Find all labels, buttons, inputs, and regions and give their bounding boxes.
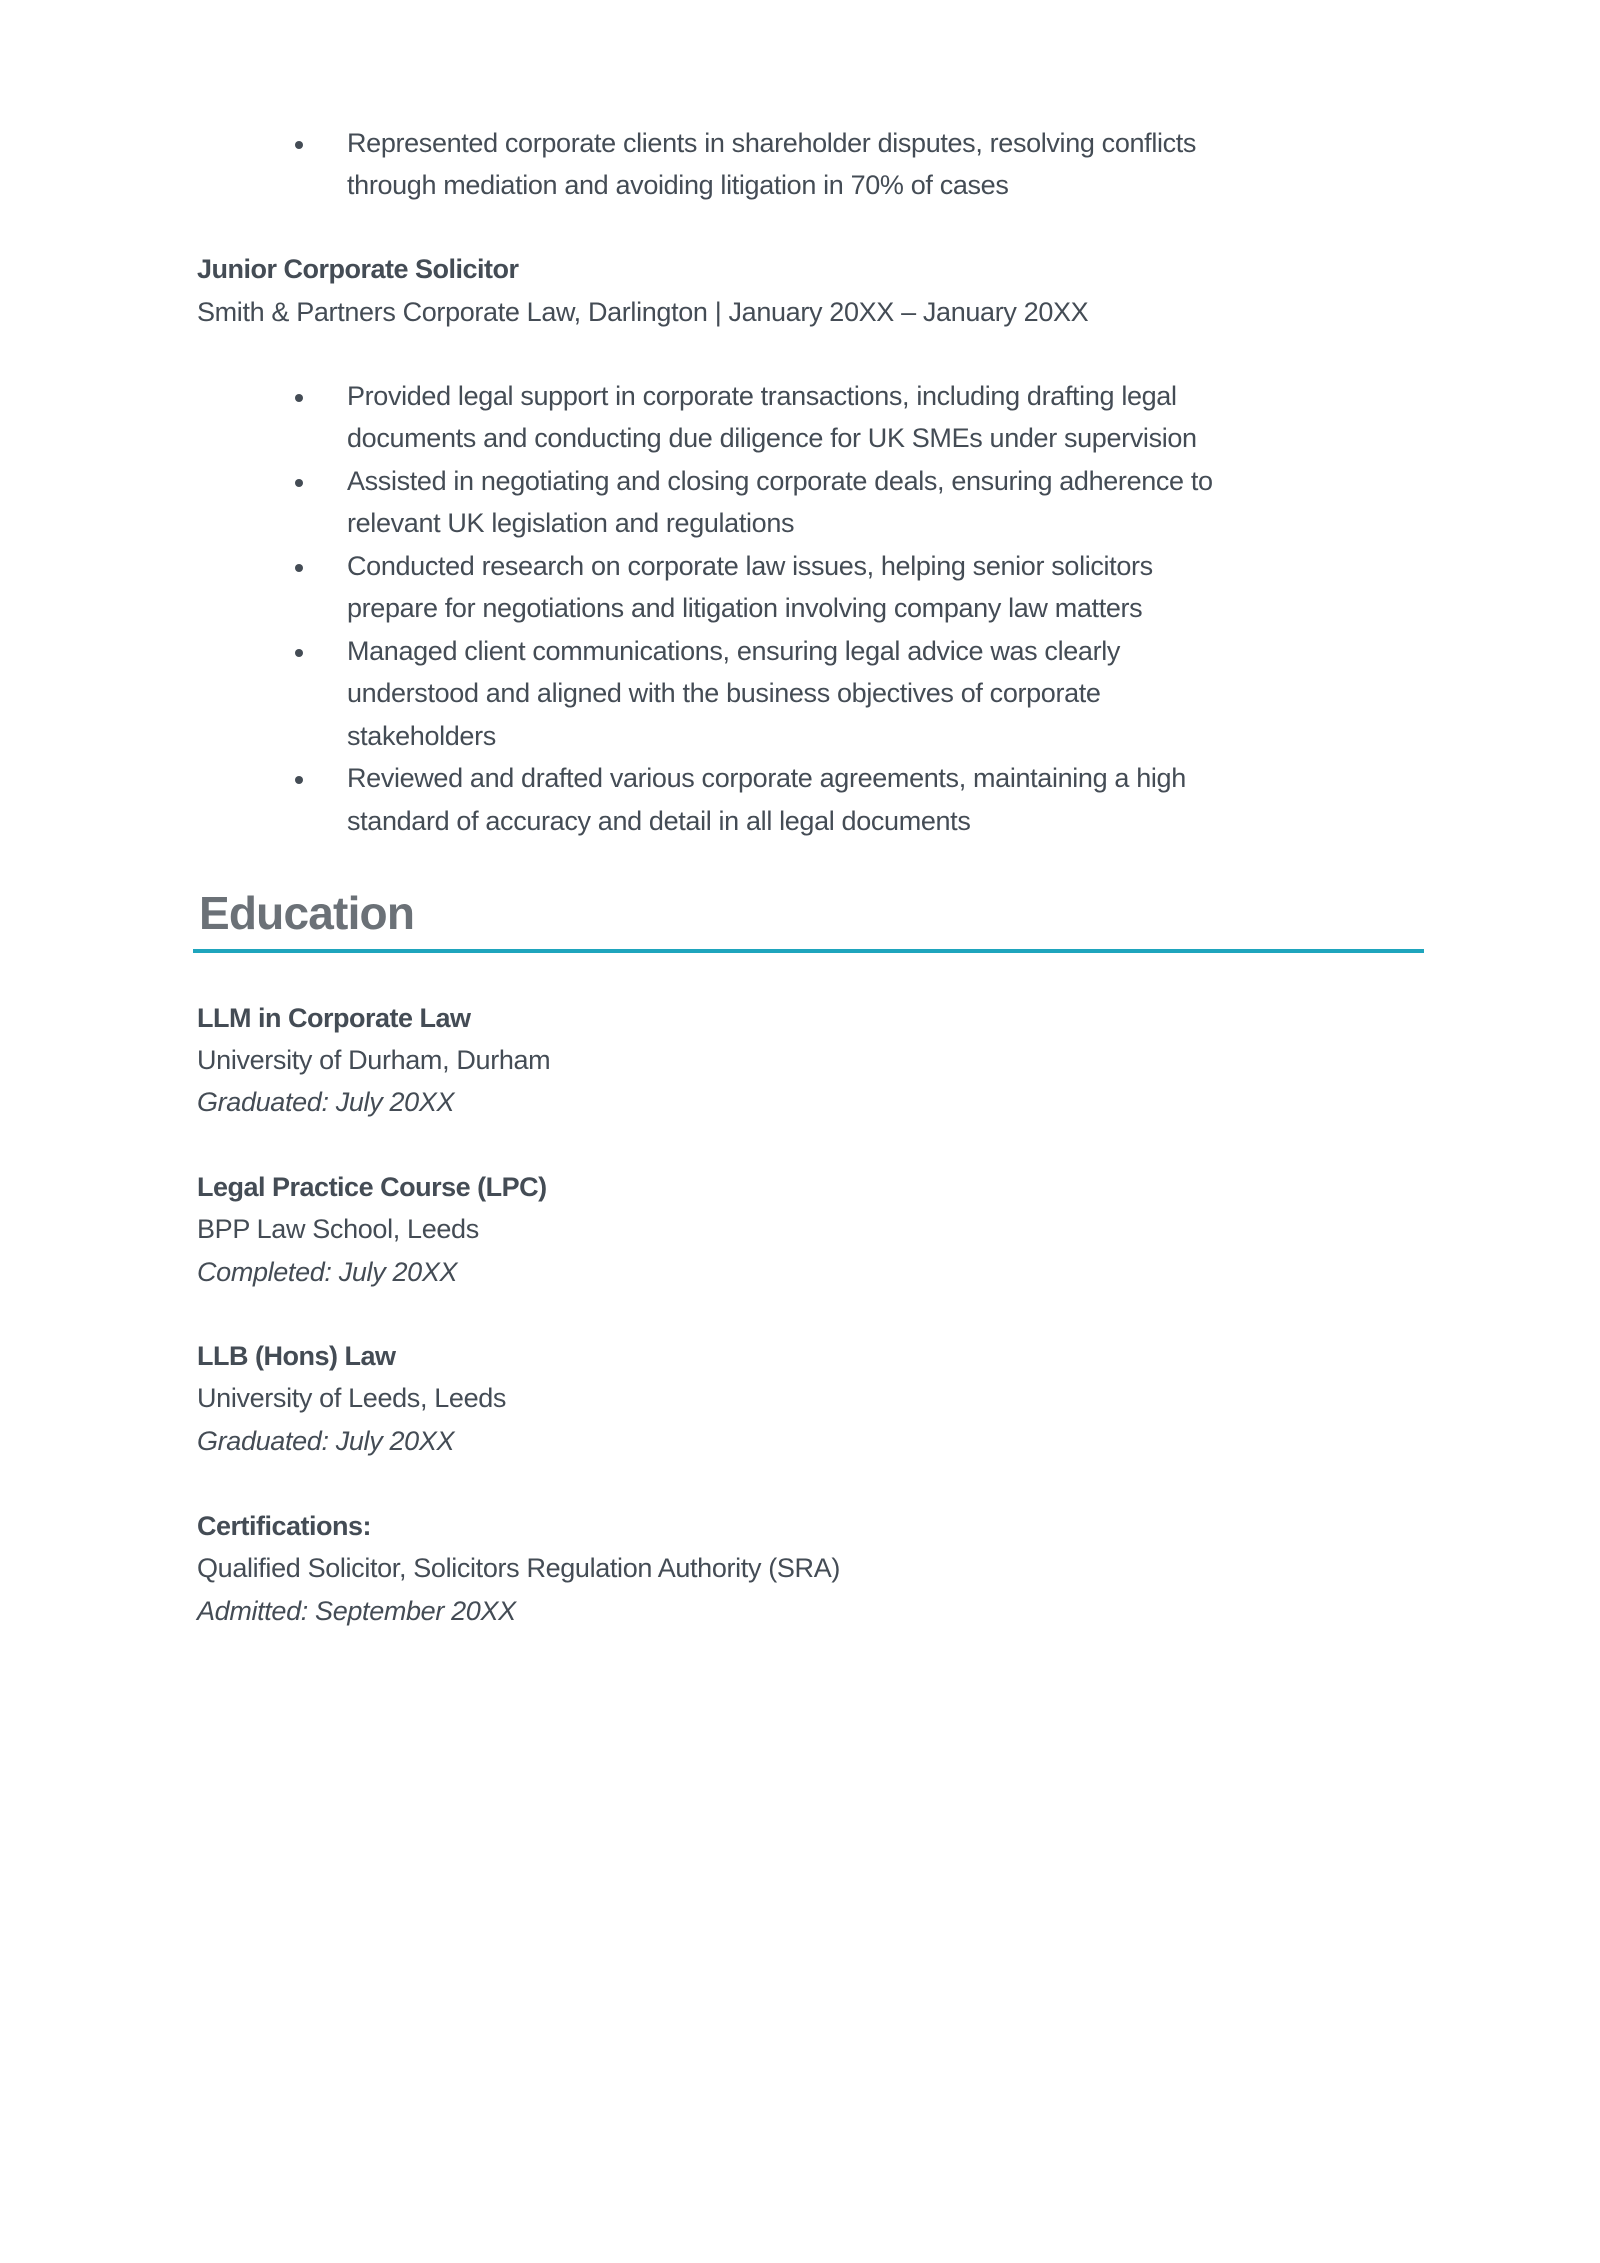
bullet-text-line: Represented corporate clients in shareholder disputes, resolving conflicts xyxy=(347,128,1197,158)
qualification-title: LLB (Hons) Law xyxy=(197,1341,396,1371)
certifications-label: Certifications: xyxy=(197,1511,372,1541)
bullet-icon xyxy=(295,776,303,784)
institution: University of Durham, Durham xyxy=(197,1045,551,1075)
section-divider xyxy=(193,949,1424,953)
bullet-text-line: Provided legal support in corporate transactions, including drafting legal xyxy=(347,381,1177,411)
bullet-text-line: stakeholders xyxy=(347,721,496,751)
admission-date: Admitted: September 20XX xyxy=(197,1596,516,1626)
completion-date: Graduated: July 20XX xyxy=(197,1087,455,1117)
completion-date: Completed: July 20XX xyxy=(197,1257,458,1287)
bullet-text-line: through mediation and avoiding litigation in 70% of cases xyxy=(347,170,1009,200)
bullet-icon xyxy=(295,649,303,657)
certification-name: Qualified Solicitor, Solicitors Regulation Authority (SRA) xyxy=(197,1553,840,1583)
bullet-text-line: Conducted research on corporate law issues, helping senior solicitors xyxy=(347,551,1153,581)
bullet-text-line: understood and aligned with the business objectives of corporate xyxy=(347,678,1101,708)
bullet-icon xyxy=(295,564,303,572)
bullet-text-line: prepare for negotiations and litigation involving company law matters xyxy=(347,593,1143,623)
qualification-title: LLM in Corporate Law xyxy=(197,1003,471,1033)
institution: BPP Law School, Leeds xyxy=(197,1214,479,1244)
bullet-text-line: Managed client communications, ensuring legal advice was clearly xyxy=(347,636,1121,666)
bullet-icon xyxy=(295,141,303,149)
bullet-text-line: Assisted in negotiating and closing corporate deals, ensuring adherence to xyxy=(347,466,1213,496)
job-title: Junior Corporate Solicitor xyxy=(197,254,519,284)
bullet-icon xyxy=(295,394,303,402)
bullet-text-line: documents and conducting due diligence for UK SMEs under supervision xyxy=(347,423,1197,453)
section-heading-education: Education xyxy=(199,887,415,939)
bullet-text-line: standard of accuracy and detail in all legal documents xyxy=(347,806,971,836)
bullet-icon xyxy=(295,479,303,487)
bullet-text-line: Reviewed and drafted various corporate agreements, maintaining a high xyxy=(347,763,1186,793)
institution: University of Leeds, Leeds xyxy=(197,1383,507,1413)
completion-date: Graduated: July 20XX xyxy=(197,1426,455,1456)
bullet-text-line: relevant UK legislation and regulations xyxy=(347,508,795,538)
job-employer-and-dates: Smith & Partners Corporate Law, Darlington | January 20XX – January 20XX xyxy=(197,297,1089,327)
qualification-title: Legal Practice Course (LPC) xyxy=(197,1172,547,1202)
